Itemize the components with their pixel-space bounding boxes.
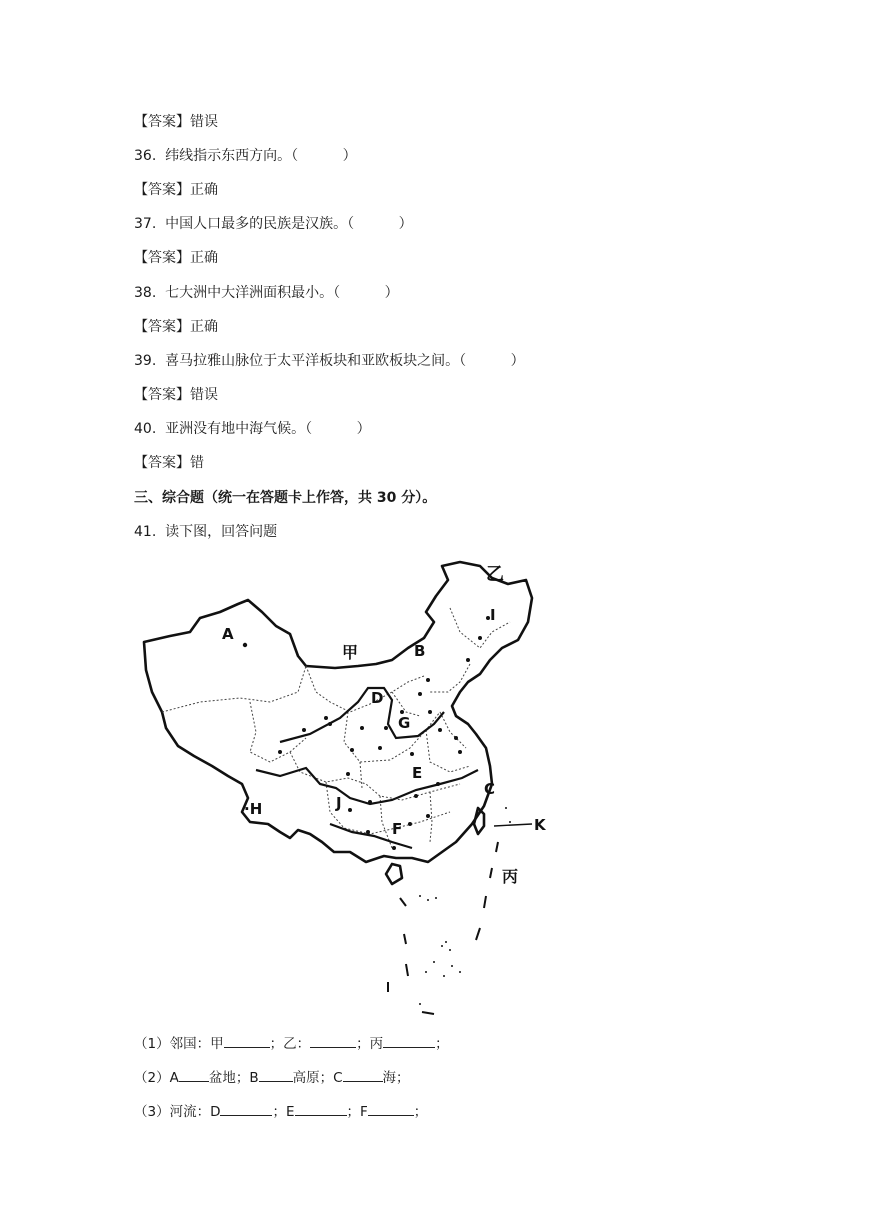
subquestion-1 <box>134 1033 449 1054</box>
map-label-c: C <box>484 780 496 798</box>
blank-bing[interactable] <box>383 1033 435 1048</box>
question-36: 36. 纬线指示东西方向。（ ） <box>134 148 357 164</box>
subquestion-3 <box>134 1101 427 1122</box>
subquestion-1-part0: （1）邻国：甲 <box>134 1036 224 1052</box>
question-40: 40. 亚洲没有地中海气候。（ ） <box>134 421 371 437</box>
question-38: 38. 七大洲中大洋洲面积最小。（ ） <box>134 285 399 301</box>
question-37: 37. 中国人口最多的民族是汉族。（ ） <box>134 216 413 232</box>
map-label-yi: 乙 <box>486 564 504 585</box>
map-label-a: A <box>222 625 234 643</box>
question-41: 41. 读下图，回答问题 <box>134 524 278 540</box>
map-label-jia: 甲 <box>342 643 359 662</box>
subquestion-1-part1: ；乙： <box>269 1036 311 1052</box>
section-title: 三、综合题（统一在答题卡上作答，共 30 分）。 <box>134 490 437 506</box>
subquestion-1-part3: ； <box>435 1036 449 1052</box>
rivers <box>256 688 478 848</box>
map-label-f: F <box>392 820 403 838</box>
answer-38: 【答案】正确 <box>134 319 218 335</box>
subquestion-3-part0: （3）河流：D <box>134 1104 221 1120</box>
blank-d[interactable] <box>220 1101 272 1116</box>
map-label-k: K <box>534 816 546 834</box>
blank-e[interactable] <box>295 1101 347 1116</box>
subquestion-2-part0: （2）A <box>134 1070 179 1086</box>
subquestion-3-part3: ； <box>413 1104 428 1120</box>
province-borders <box>162 608 510 848</box>
map-label-j: J <box>336 794 342 812</box>
map-label-d: D <box>371 689 384 707</box>
map-label-bing: 丙 <box>502 867 519 886</box>
map-label-i: I <box>490 606 496 624</box>
subquestion-3-part1: ；E <box>272 1104 295 1120</box>
subquestion-3-part2: ；F <box>346 1104 368 1120</box>
blank-b[interactable] <box>259 1067 293 1082</box>
map-label-e: E <box>412 764 423 782</box>
map-label-h: ·H <box>244 800 263 818</box>
south-sea-boundary <box>388 842 498 1014</box>
subquestion-2-part3: 海； <box>382 1070 410 1086</box>
map-label-g: G <box>398 714 411 732</box>
answer-36: 【答案】正确 <box>134 182 218 198</box>
south-sea-islands <box>419 807 511 1005</box>
question-39: 39. 喜马拉雅山脉位于太平洋板块和亚欧板块之间。（ ） <box>134 353 525 369</box>
answer-35: 【答案】错误 <box>134 114 218 130</box>
k-pointer-line <box>494 824 532 826</box>
answer-37: 【答案】正确 <box>134 250 218 266</box>
blank-c[interactable] <box>343 1067 383 1082</box>
subquestion-2-part2: 高原；C <box>292 1070 343 1086</box>
china-map-figure <box>130 552 560 1022</box>
subquestion-2 <box>134 1067 410 1088</box>
map-label-b: B <box>414 642 426 660</box>
city-dots <box>243 616 490 850</box>
blank-f[interactable] <box>368 1101 414 1116</box>
answer-40: 【答案】错 <box>134 455 204 471</box>
blank-yi[interactable] <box>310 1033 356 1048</box>
national-border <box>144 562 532 884</box>
answer-39: 【答案】错误 <box>134 387 218 403</box>
blank-jia[interactable] <box>224 1033 270 1048</box>
subquestion-2-part1: 盆地；B <box>208 1070 259 1086</box>
blank-a[interactable] <box>179 1067 209 1082</box>
subquestion-1-part2: ；丙 <box>356 1036 384 1052</box>
